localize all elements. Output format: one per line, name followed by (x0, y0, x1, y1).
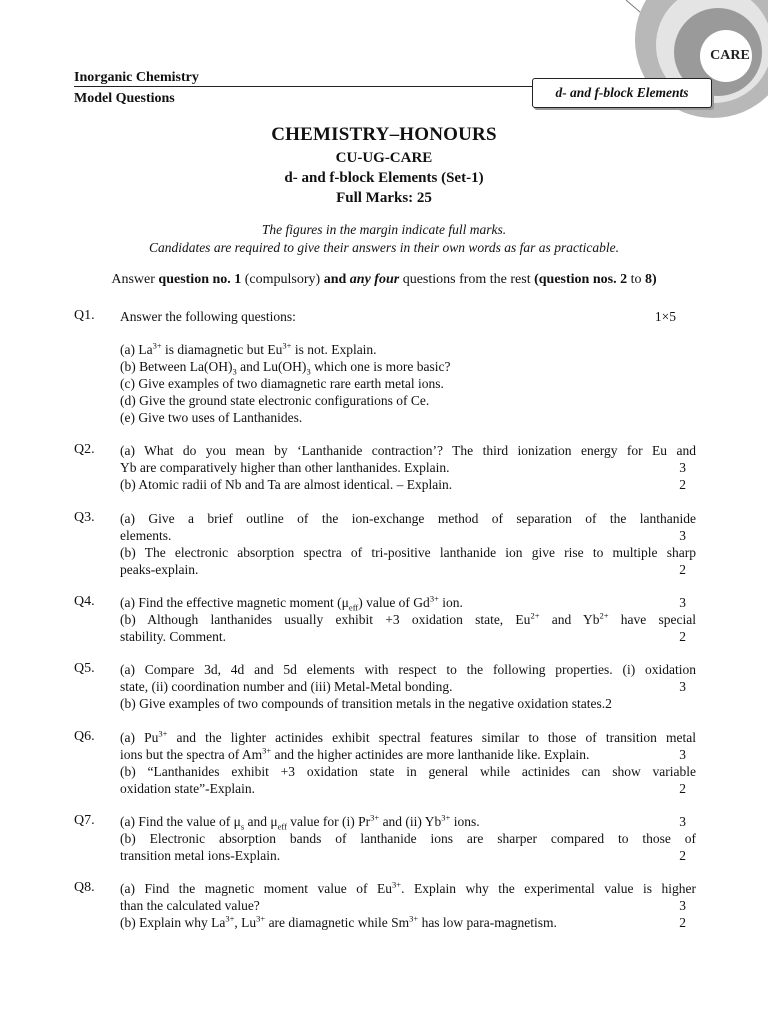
question-line: (b) Atomic radii of Nb and Ta are almost identical. – Explain. 2 (120, 477, 686, 492)
answer-instruction: Answer question no. 1 (compulsory) and any four questions from the rest (question nos. 2 to 8) (111, 272, 657, 287)
question-line: peaks-explain. 2 (120, 562, 686, 577)
subquestion: (e) Give two uses of Lanthanides. (120, 410, 303, 425)
marks: 3 (679, 898, 686, 913)
marks: 2 (679, 629, 686, 644)
question-4 (120, 594, 696, 645)
subquestion: (c) Give examples of two diamagnetic rare earth metal ions. (120, 376, 444, 391)
question-5 (120, 661, 696, 712)
question-line: (a) What do you mean by ‘Lanthanide contraction’? The third ionization energy for Eu and (120, 443, 696, 458)
instruction-margin: The figures in the margin indicate full marks. (261, 222, 507, 237)
question-line: (a) Find the effective magnetic moment $(\mu_{eff})$ value of $Gd^{3+}$ ion. 3 (120, 593, 686, 613)
instruction-own-words: Candidates are required to give their answers in their own words as far as practicable. (148, 240, 620, 255)
page-title: CHEMISTRY–HONOURS (271, 124, 497, 145)
marks: 2 (679, 781, 686, 796)
set-title: d- and f-block Elements (Set-1) (284, 170, 484, 186)
question-line: (b) “Lanthanides exhibit +3 oxidation state in general while actinides can show variable (120, 764, 696, 779)
question-line: ions but the spectra of $Am^{3+}$ and the higher actinides are more lanthanide like. Explain. 3 (120, 745, 686, 762)
subquestion: (a) $La^{3+}$ is diamagnetic but $Eu^{3+}$ is not. Explain. (120, 340, 377, 357)
question-intro: Answer the following questions: 1×5 (120, 309, 676, 324)
question-line: (a) Find the value of $\mu_s$ and $\mu_{eff}$ value for (i) $Pr^{3+}$ and (ii) $Yb^{3+}$ ions. 3 (120, 812, 686, 832)
logo-text: CARE (710, 48, 750, 63)
topic-badge: d- and f-block Elements (532, 78, 712, 108)
marks: 3 (679, 595, 686, 610)
subquestion: (d) Give the ground state electronic configurations of Ce. (120, 393, 430, 408)
question-number: Q7. (74, 813, 95, 828)
marks: 2 (679, 915, 686, 930)
question-line: Yb are comparatively higher than other lanthanides. Explain. 3 (120, 460, 686, 475)
care-logo (618, 0, 768, 130)
question-line: (a) Find the magnetic moment value of $Eu^{3+}$. Explain why the experimental value is higher (120, 879, 696, 896)
question-8 (120, 880, 696, 931)
header-doc-type: Model Questions (74, 91, 175, 106)
question-line: transition metal ions-Explain. 2 (120, 848, 686, 863)
question-line: (b) Explain why $La^{3+}$, $Lu^{3+}$ are diamagnetic while $Sm^{3+}$ has low para-magnetism. 2 (120, 913, 686, 930)
question-line: state, (ii) coordination number and (iii) Metal-Metal bonding. 3 (120, 679, 686, 694)
question-line: than the calculated value? 3 (120, 898, 686, 913)
marks: 3 (679, 814, 686, 829)
question-2 (120, 442, 696, 493)
marks: 2 (679, 848, 686, 863)
marks: 2 (679, 562, 686, 577)
question-number: Q4. (74, 594, 95, 609)
question-number: Q3. (74, 510, 95, 525)
question-1 (120, 308, 696, 426)
question-number: Q6. (74, 729, 95, 744)
marks: 3 (679, 747, 686, 762)
marks: 2 (679, 477, 686, 492)
question-line: (b) Although lanthanides usually exhibit +3 oxidation state, $Eu^{2+}$ and $Yb^{2+}$ have special (120, 610, 696, 627)
marks: 3 (679, 679, 686, 694)
question-line: oxidation state”-Explain. 2 (120, 781, 686, 796)
question-line: (b) The electronic absorption spectra of tri-positive lanthanide ion give rise to multiple sharp (120, 545, 696, 560)
marks: 3 (679, 528, 686, 543)
question-line: (a) Compare 3d, 4d and 5d elements with respect to the following properties. (i) oxidation (120, 662, 696, 677)
question-number: Q5. (74, 661, 95, 676)
full-marks: Full Marks: 25 (336, 190, 432, 206)
question-line: (a) Give a brief outline of the ion-exchange method of separation of the lanthanide (120, 511, 696, 526)
marks: 3 (679, 460, 686, 475)
question-7 (120, 813, 696, 864)
question-number: Q8. (74, 880, 95, 895)
question-number: Q1. (74, 308, 95, 323)
header-subject: Inorganic Chemistry (74, 70, 199, 85)
exam-code: CU-UG-CARE (335, 150, 433, 166)
question-line: (a) $Pu^{3+}$ and the lighter actinides exhibit spectral features similar to those of transition metal (120, 728, 696, 745)
marks: 1×5 (654, 309, 676, 324)
question-number: Q2. (74, 442, 95, 457)
question-6 (120, 729, 696, 797)
question-line: (b) Give examples of two compounds of transition metals in the negative oxidation states.2 (120, 696, 612, 711)
question-line: elements. 3 (120, 528, 686, 543)
subquestion: (b) Between $La(OH)_3$ and $Lu(OH)_3$ which one is more basic? (120, 359, 451, 377)
question-line: (b) Electronic absorption bands of lanthanide ions are sharper compared to those of (120, 831, 696, 846)
question-3 (120, 510, 696, 578)
question-line: stability. Comment. 2 (120, 629, 686, 644)
